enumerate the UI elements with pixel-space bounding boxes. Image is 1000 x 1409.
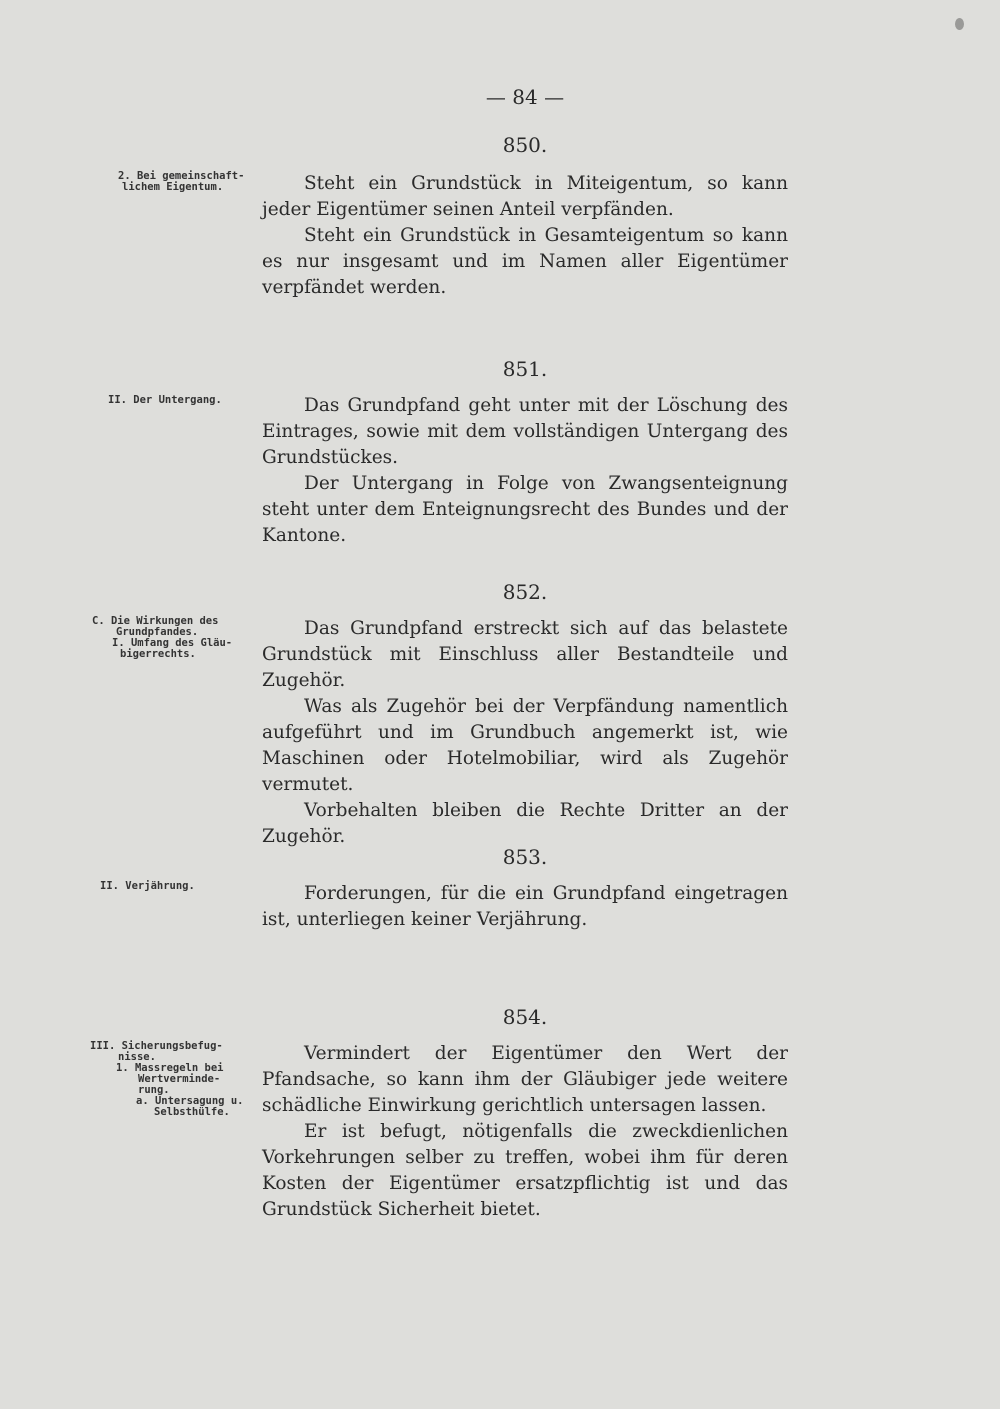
paragraph: Das Grundpfand geht unter mit der Löschung des Eintrages, sowie mit dem vollständigen Untergang des Grundstückes.	[262, 395, 788, 468]
section-number: 850.	[502, 133, 548, 157]
margin-note-line: II. Der Untergang.	[108, 394, 222, 406]
paragraph: Das Grundpfand erstreckt sich auf das belastete Grundstück mit Einschluss aller Bestandteile und Zugehör.	[262, 618, 788, 691]
margin-note-line: rung.	[138, 1084, 170, 1096]
margin-note	[92, 616, 262, 660]
margin-note-line: C. Die Wirkungen des	[92, 615, 219, 627]
margin-note	[108, 395, 278, 406]
margin-note	[90, 1041, 260, 1118]
section-body	[262, 171, 788, 301]
section-body	[262, 616, 788, 850]
section-number: 851.	[502, 357, 548, 381]
paragraph: Steht ein Grundstück in Miteigentum, so kann jeder Eigentümer seinen Anteil verpfänden.	[262, 173, 788, 220]
margin-note-line: 1. Massregeln bei	[116, 1062, 224, 1074]
paragraph: Er ist befugt, nötigenfalls die zweckdienlichen Vorkehrungen selber zu treffen, wobei ihm für deren Kosten der Eigentümer ersatzpflichtig ist und das Grundstück Sicherheit bietet.	[262, 1121, 788, 1220]
section-body	[262, 393, 788, 549]
margin-note-line: Wertverminde-	[138, 1073, 221, 1085]
paragraph: Steht ein Grundstück in Gesamteigentum so kann es nur insgesamt und im Namen aller Eigentümer verpfändet werden.	[262, 225, 788, 298]
margin-note-line: Selbsthülfe.	[154, 1106, 230, 1118]
section-number: 853.	[502, 845, 548, 869]
section-number: 852.	[502, 580, 548, 604]
margin-note-line: III. Sicherungsbefug-	[90, 1040, 223, 1052]
margin-note-line: I. Umfang des Gläu-	[112, 637, 233, 649]
paragraph: Vorbehalten bleiben die Rechte Dritter an der Zugehör.	[262, 800, 788, 847]
margin-note-line: lichem Eigentum.	[122, 181, 224, 193]
paragraph: Vermindert der Eigentümer den Wert der Pfandsache, so kann ihm der Gläubiger jede weitere schädliche Einwirkung gerichtlich untersagen lassen.	[262, 1043, 788, 1116]
margin-note-line: II. Verjährung.	[100, 880, 195, 892]
paragraph: Was als Zugehör bei der Verpfändung namentlich aufgeführt und im Grundbuch angemerkt ist, wie Maschinen oder Hotelmobiliar, wird als Zugehör vermutet.	[262, 696, 788, 795]
margin-note	[100, 881, 270, 892]
margin-note-line: nisse.	[118, 1051, 156, 1063]
section-number: 854.	[502, 1005, 548, 1029]
margin-note-line: bigerrechts.	[120, 648, 196, 660]
paper-spot	[955, 18, 964, 30]
section-body	[262, 881, 788, 933]
margin-note-line: 2. Bei gemeinschaft-	[118, 170, 245, 182]
margin-note-line: Grundpfandes.	[116, 626, 199, 638]
page-number: — 84 —	[485, 85, 565, 109]
section-body	[262, 1041, 788, 1223]
paragraph: Der Untergang in Folge von Zwangsenteignung steht unter dem Enteignungsrecht des Bundes und der Kantone.	[262, 473, 788, 546]
paragraph: Forderungen, für die ein Grundpfand eingetragen ist, unterliegen keiner Verjährung.	[262, 883, 788, 930]
margin-note-line: a. Untersagung u.	[136, 1095, 244, 1107]
